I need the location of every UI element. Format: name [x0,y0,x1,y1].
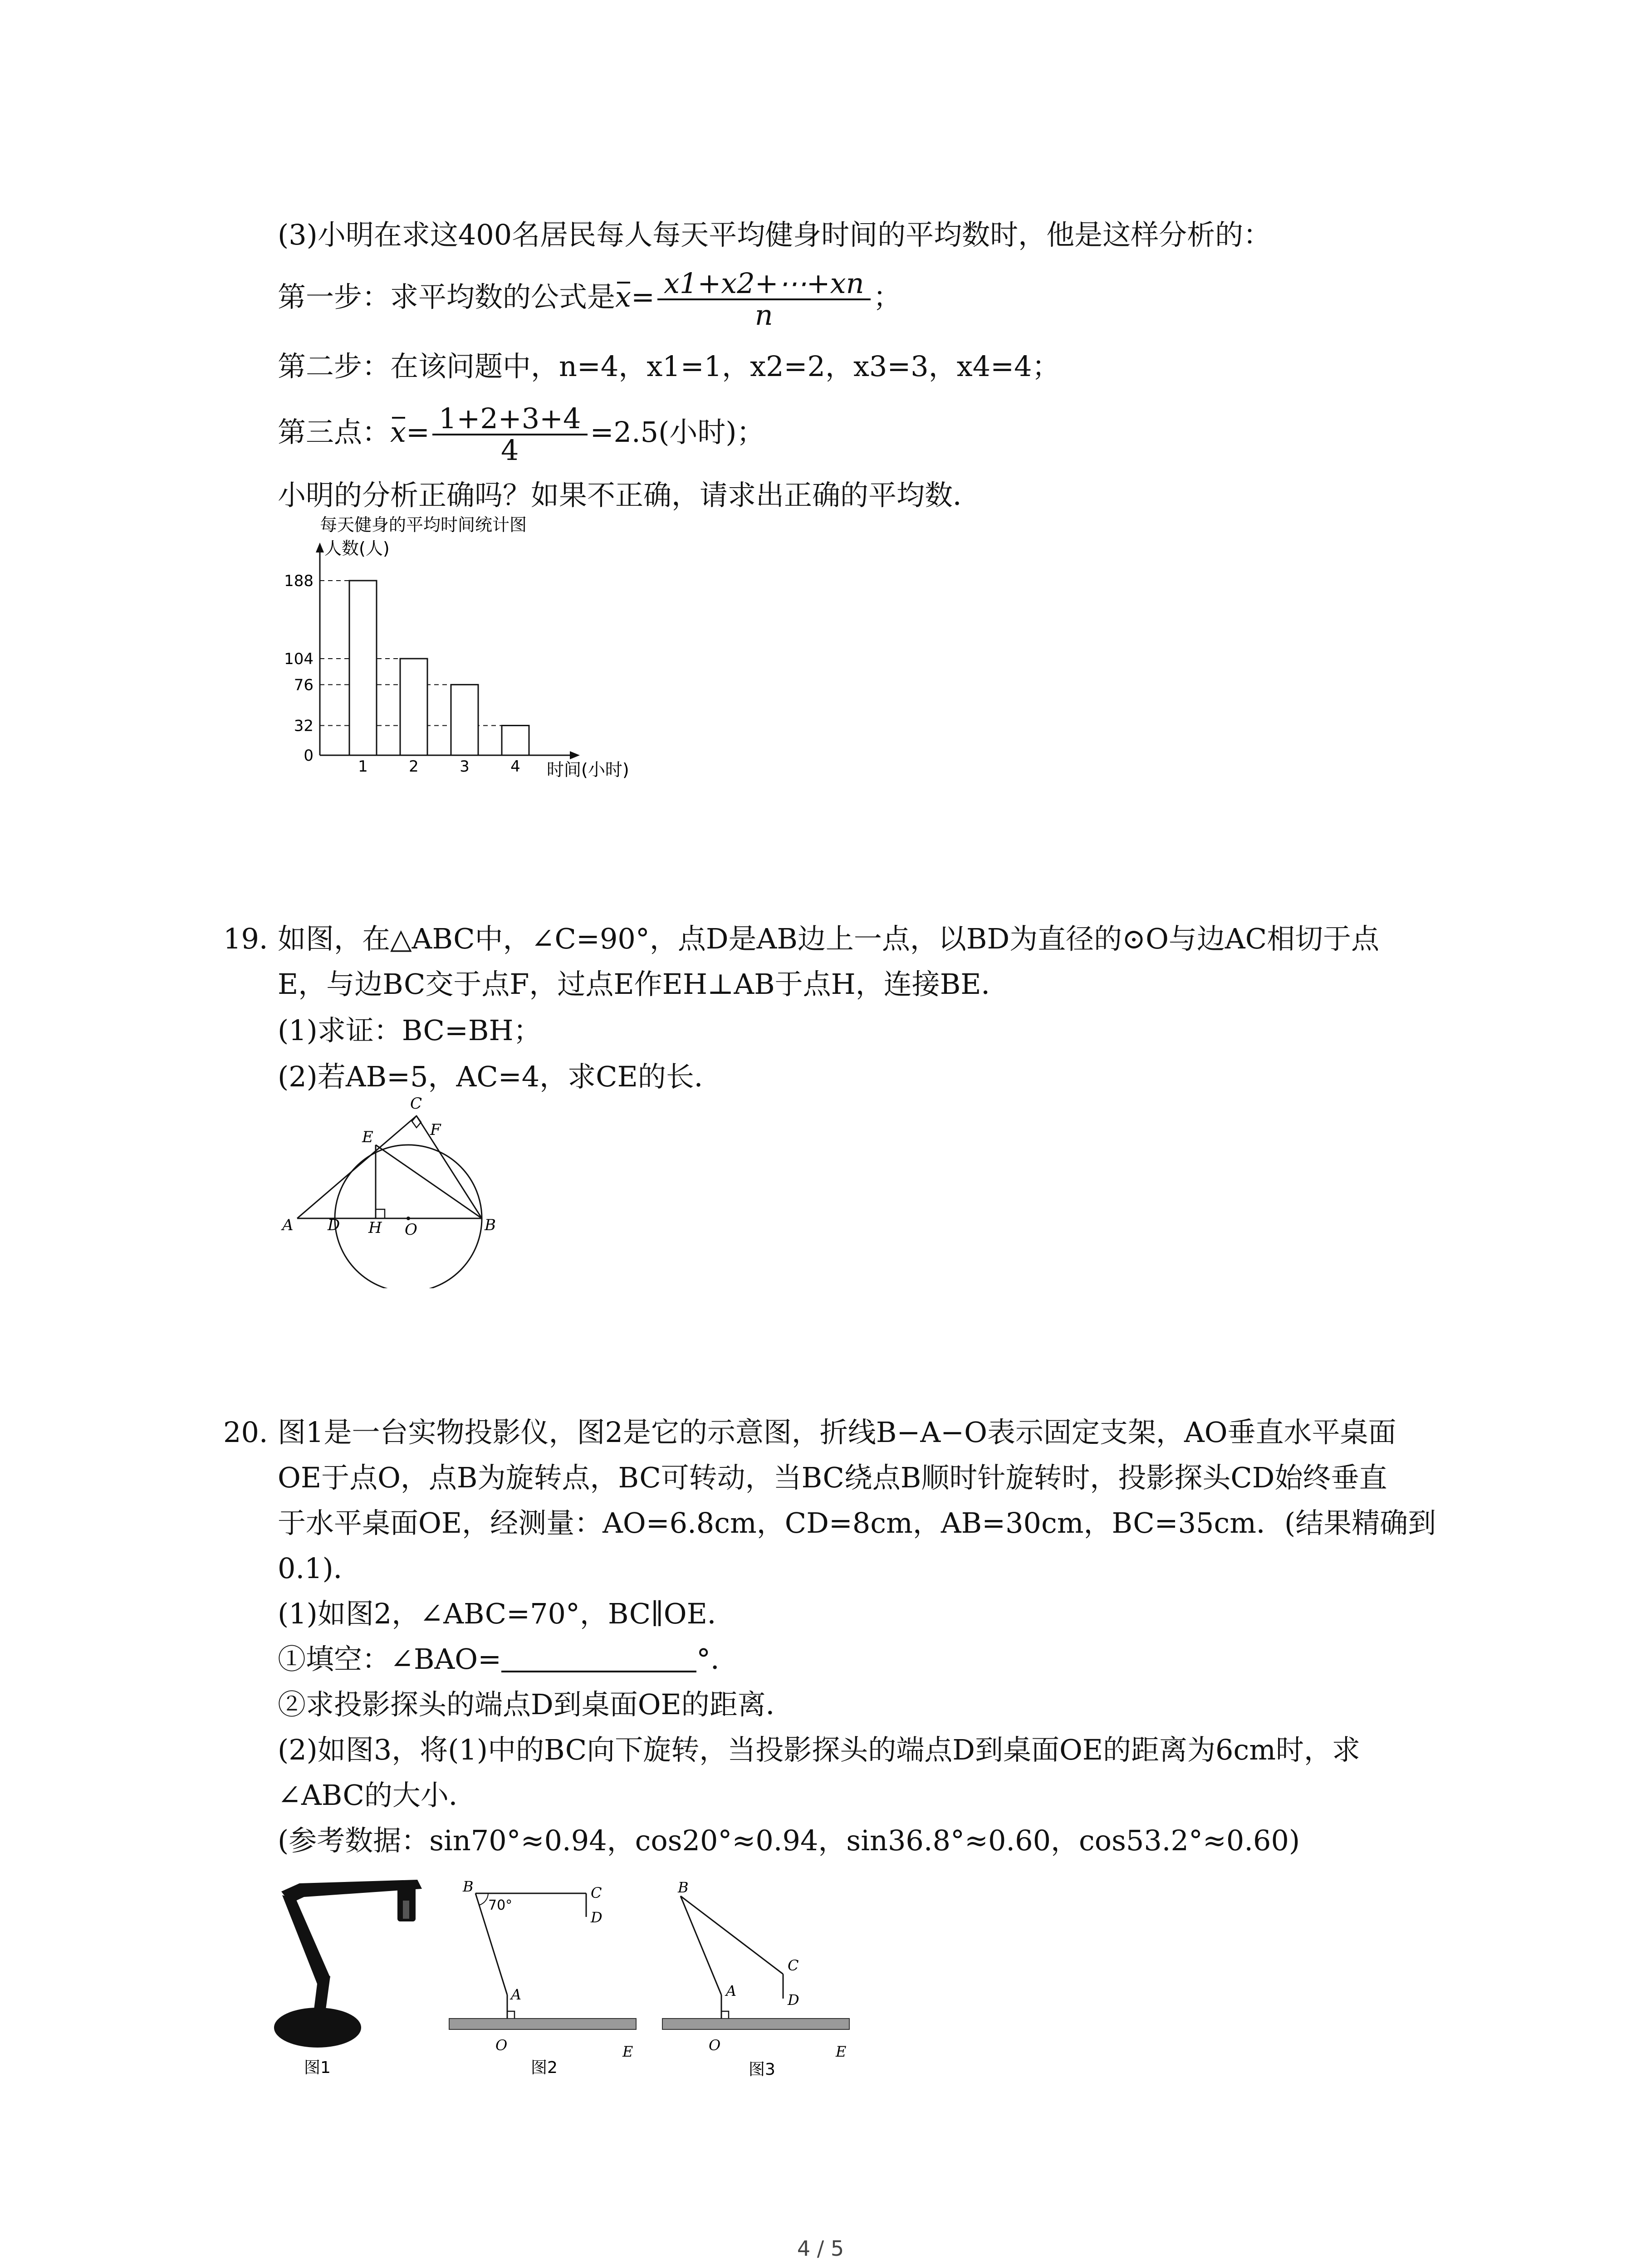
mean-calc-denominator: 4 [501,434,519,467]
chart-x-axis-label: 时间(小时) [547,760,629,780]
q20-line2: OE于点O，点B为旋转点，BC可转动，当BC绕点B顺时针旋转时，投影探头CD始终垂直 [278,1461,1387,1494]
label-d: D [788,1991,799,2009]
answer-blank[interactable] [501,1643,696,1672]
q20-part2a: (2)如图3，将(1)中的BC向下旋转，当投影探头的端点D到桌面OE的距离为6cm时，求 [278,1733,1361,1766]
figure-3-diagram [658,1873,857,2091]
q20-fill-line [278,1641,739,1677]
segment-cb [416,1116,482,1218]
q19-number: 19. [223,922,268,955]
chart-y-tick-label: 0 [304,747,314,765]
chart-y-tick-label: 188 [284,572,314,590]
projector-lens [403,1901,409,1919]
label-a: A [282,1216,294,1234]
page-number: 4 / 5 [797,2236,844,2261]
angle-arc-b [479,1893,488,1905]
q18-step1-end: ； [873,280,901,314]
q20-part1: (1)如图2，∠ABC=70°，BC∥OE． [278,1597,735,1630]
chart-bar [400,659,427,755]
q20-sub2: ②求投影探头的端点D到桌面OE的距离． [278,1688,794,1721]
label-e: E [836,2043,847,2060]
figure-3-caption: 图3 [749,2060,775,2079]
q18-intro: (3)小明在求这400名居民每人每天平均健身时间的平均数时，他是这样分析的： [278,218,1272,251]
q19-part1: (1)求证：BC=BH； [278,1014,542,1047]
chart-bar [451,684,478,755]
q19-line2: E，与边BC交于点F，过点E作EH⊥AB于点H，连接BE． [278,968,1009,1001]
mean-calc-fraction [432,404,588,465]
label-f: F [430,1121,441,1139]
label-c: C [410,1095,422,1113]
q20-line3: 于水平桌面OE，经测量：AO=6.8cm，CD=8cm，AB=30cm，BC=35cm．(结果精确到 [278,1506,1436,1540]
figure-1-caption: 图1 [304,2058,331,2077]
label-c: C [591,1884,602,1901]
q18-question: 小明的分析正确吗？如果不正确，请求出正确的平均数． [278,479,981,512]
q20-number: 20. [223,1416,268,1449]
desk-surface [662,2019,849,2029]
label-b: B [485,1216,496,1234]
mean-calc-numerator: 1+2+3+4 [432,404,588,435]
chart-x-tick-label: 2 [409,758,419,776]
right-angle-o [721,2011,729,2019]
q18-step1-equals: = [631,280,655,314]
chart-x-tick-label: 1 [358,758,368,776]
chart-title: 每天健身的平均时间统计图 [320,515,527,535]
mean-formula-fraction [657,269,871,330]
label-o: O [405,1221,417,1239]
chart-x-tick-label: 4 [510,758,520,776]
label-o: O [709,2037,721,2054]
q18-step3 [278,404,765,465]
chart-y-tick-label: 32 [294,717,314,735]
center-dot-o [407,1217,410,1220]
label-d: D [328,1216,340,1234]
chart-x-axis-arrow [570,751,580,759]
q20-fill-unit: °． [696,1642,739,1676]
label-o: O [495,2037,508,2054]
chart-y-tick-label: 104 [284,650,314,669]
chart-x-tick-label: 3 [460,758,470,776]
mean-formula-denominator: n [754,298,773,332]
label-b: B [678,1879,689,1896]
figure-2-caption: 图2 [531,2058,558,2077]
projector-lower-arm [282,1895,330,1985]
label-a: A [726,1982,737,1999]
label-b: B [463,1878,474,1895]
figure-1-projector [272,1873,445,2091]
q18-step1 [278,269,901,330]
bar-chart [268,513,658,794]
right-angle-o [507,2011,514,2019]
label-e: E [622,2043,633,2060]
mean-formula-numerator: x1+x2+⋯+xn [657,269,871,300]
desk-surface [449,2019,636,2029]
q18-step2: 第二步：在该问题中，n=4，x1=1，x2=2，x3=3，x4=4； [278,350,1060,383]
q19-geometry-figure [272,1089,508,1288]
label-c: C [788,1957,799,1974]
label-e: E [362,1128,373,1146]
chart-y-axis-label: 人数(人) [324,538,390,558]
angle-70-label: 70° [488,1897,513,1913]
q20-line4: 0.1)． [278,1552,362,1585]
chart-y-axis-arrow [316,543,324,552]
q18-step3-label: 第三点： [278,415,391,449]
projector-base [274,2008,361,2048]
chart-bar [349,581,377,755]
q19-part2: (2)若AB=5，AC=4，求CE的长． [278,1060,722,1093]
chart-y-tick-label: 76 [294,676,314,694]
q20-fill-label: ①填空：∠BAO= [278,1642,502,1676]
chart-bar [502,725,529,755]
segment-ac [297,1116,416,1218]
segment-be [376,1145,482,1218]
q18-step1-label: 第一步：求平均数的公式是 [278,280,616,314]
x-bar-symbol-2: x [390,414,406,450]
q18-step3-result: =2.5(小时)； [590,415,765,449]
label-h: H [368,1219,382,1237]
q20-line1: 图1是一台实物投影仪，图2是它的示意图，折线B−A−O表示固定支架，AO垂直水平桌面 [278,1416,1396,1449]
label-d: D [591,1909,603,1926]
q20-part2b: ∠ABC的大小． [278,1779,477,1812]
figure-2-diagram [445,1873,644,2091]
q20-reference-data: (参考数据：sin70°≈0.94，cos20°≈0.94，sin36.8°≈0.60，cos53.2°≈0.60) [278,1824,1300,1857]
right-angle-h [376,1209,385,1218]
x-bar-symbol: x [615,279,631,315]
label-a: A [511,1986,522,2003]
q18-step3-equals: = [406,415,430,449]
q19-line1: 如图，在△ABC中，∠C=90°，点D是AB边上一点，以BD为直径的⊙O与边AC相切于点 [278,922,1380,955]
